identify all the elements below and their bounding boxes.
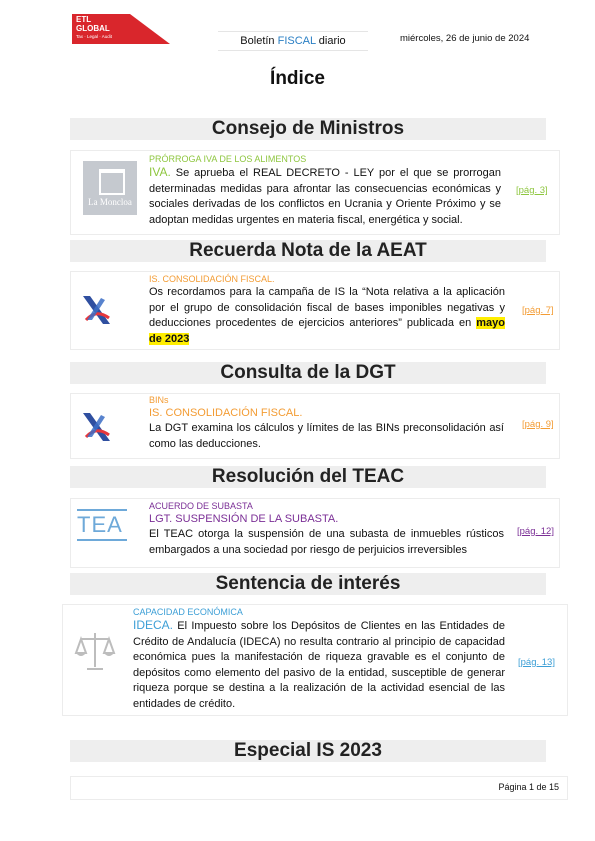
page-link[interactable]: [pág. 9] xyxy=(522,419,554,430)
page-title: Índice xyxy=(270,68,325,89)
item-content xyxy=(149,394,504,452)
bulletin-name-post: diario xyxy=(315,35,346,47)
item-lead: LGT. SUSPENSIÓN DE LA SUBASTA. xyxy=(149,513,339,525)
index-item-card xyxy=(62,604,568,716)
item-category: IS. CONSOLIDACIÓN FISCAL. xyxy=(149,274,275,284)
logo-line2: GLOBAL xyxy=(76,24,110,33)
aeat-logo xyxy=(79,292,115,328)
section-heading-especial: Especial IS 2023 xyxy=(70,740,546,762)
item-category: ACUERDO DE SUBASTA xyxy=(149,501,253,511)
item-content xyxy=(149,500,504,558)
index-item-card xyxy=(70,150,560,235)
scales-of-justice-icon xyxy=(73,629,117,673)
item-content xyxy=(149,273,505,347)
item-description xyxy=(149,285,505,347)
section-heading-consejo: Consejo de Ministros xyxy=(70,118,546,140)
page-footer xyxy=(70,776,568,800)
page-link[interactable]: [pág. 3] xyxy=(516,185,548,196)
item-description xyxy=(133,618,505,712)
page-link[interactable]: [pág. 7] xyxy=(522,305,554,316)
logo-line3: Tax · Legal · Audit xyxy=(76,34,113,39)
section-heading-aeat: Recuerda Nota de la AEAT xyxy=(70,240,546,262)
bulletin-name-pre: Boletín xyxy=(240,35,278,47)
bulletin-name-fiscal: FISCAL xyxy=(277,35,316,47)
la-moncloa-logo xyxy=(83,161,137,215)
etl-global-logo xyxy=(72,14,170,44)
item-content xyxy=(149,153,501,228)
section-heading-sentencia: Sentencia de interés xyxy=(70,573,546,595)
bulletin-date: miércoles, 26 de junio de 2024 xyxy=(400,33,530,44)
bulletin-name xyxy=(218,31,368,51)
page-link[interactable]: [pág. 12] xyxy=(517,526,554,537)
index-item-card xyxy=(70,498,560,568)
item-category: PRÓRROGA IVA DE LOS ALIMENTOS xyxy=(149,154,307,164)
item-category: CAPACIDAD ECONÓMICA xyxy=(133,607,243,617)
section-heading-teac: Resolución del TEAC xyxy=(70,466,546,488)
logo-wedge xyxy=(130,14,170,44)
index-item-card xyxy=(70,393,560,459)
la-moncloa-label: La Moncloa xyxy=(88,197,132,207)
item-lead: IS. CONSOLIDACIÓN FISCAL. xyxy=(149,407,303,419)
logo-line1: ETL xyxy=(76,15,92,24)
item-body: El Impuesto sobre los Depósitos de Clientes en las Entidades de Crédito de Andalucía (IDECA) no resulta contrario al principio de capacidad económica pues la manifestación de riqueza gravable es el conjunto de depósitos como elemento del pasivo de la entidad, susceptible de generar riqueza porque se destina a la realización de la actividad esencial de las entidades de crédito. xyxy=(133,620,505,710)
item-content xyxy=(133,606,505,712)
section-heading-dgt: Consulta de la DGT xyxy=(70,362,546,384)
item-lead: IDECA. xyxy=(133,618,174,632)
item-body: La DGT examina los cálculos y límites de las BINs preconsolidación así como las deducciones. xyxy=(149,422,504,450)
teac-logo xyxy=(75,509,131,541)
index-item-card xyxy=(70,271,560,350)
item-body: El TEAC otorga la suspensión de una subasta de inmuebles rústicos embargados a una sociedad por riesgo de perjuicios irreversibles xyxy=(149,528,504,556)
item-body: Os recordamos para la campaña de IS la “Nota relativa a la aplicación por el grupo de consolidación fiscal de bases imponibles negativas y deducciones procedentes de ejercicios anteriores” publicada en xyxy=(149,286,505,329)
item-description xyxy=(149,165,501,228)
item-highlight: mayo de 2023 xyxy=(149,317,505,345)
item-body: Se aprueba el REAL DECRETO - LEY por el que se prorrogan determinadas medidas para afrontar las consecuencias económicas y sociales derivadas de los conflictos en Ucrania y Oriente Próximo y se adoptan medidas urgentes en materia fiscal, energética y social. xyxy=(149,167,501,226)
item-category: BINs xyxy=(149,395,169,405)
teac-logo-text: TEA xyxy=(77,512,123,537)
item-lead: IVA. xyxy=(149,165,171,179)
page-link[interactable]: [pág. 13] xyxy=(518,657,555,668)
aeat-logo xyxy=(79,409,115,445)
page-number: Página 1 de 15 xyxy=(498,782,559,792)
